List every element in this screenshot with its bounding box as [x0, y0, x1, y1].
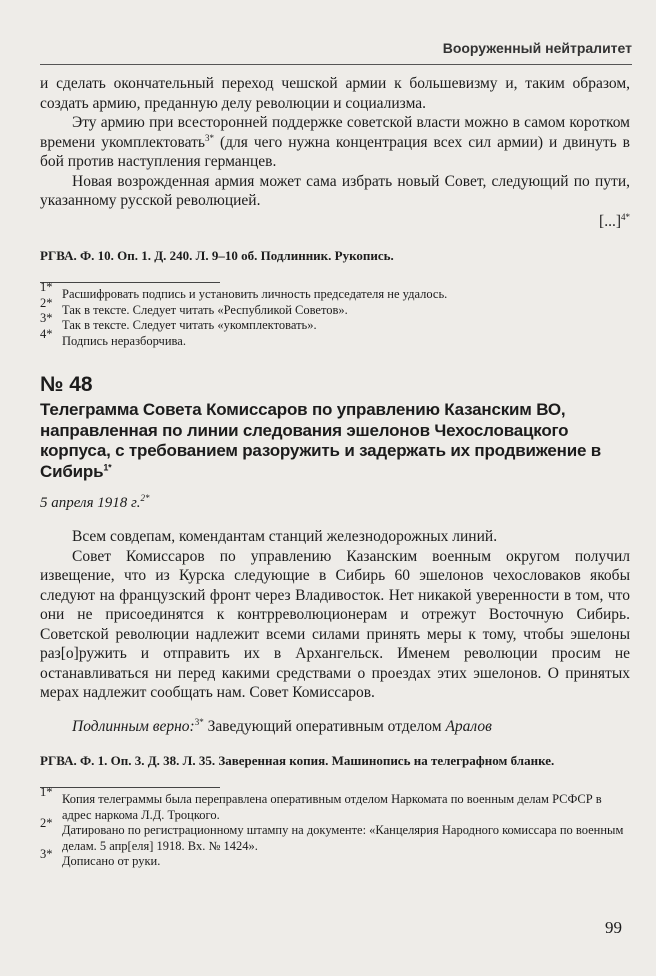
- footnote-text: Так в тексте. Следует читать «Республикой Советов».: [62, 302, 348, 317]
- footnote: 3* Так в тексте. Следует читать «укомплектовать».: [40, 311, 317, 332]
- verified-text: Заведующий оперативным отделом: [203, 717, 446, 735]
- document-title-text: Телеграмма Совета Комиссаров по управлению Казанским ВО, направленная по линии следования эшелонов Чехословацкого корпуса, с требованием разоружить и задержать их продвижение в Сибирь: [40, 400, 601, 481]
- footnotes-2: [40, 785, 630, 870]
- footnote: 1* Копия телеграммы была переправлена оперативным отделом Наркомата по военным делам РСФСР в адрес наркома Л.Д. Троцкого.: [40, 785, 602, 822]
- footnote: 2* Датировано по регистрационному штампу на документе: «Канцелярия Народного комиссара по военным делам. 5 апр[еля] 1918. Вх. № 1424».: [40, 816, 624, 853]
- footnote: 1* Расшифровать подпись и установить личность председателя не удалось.: [40, 280, 448, 301]
- archive-source-1: РГВА. Ф. 10. Оп. 1. Д. 240. Л. 9–10 об. Подлинник. Рукопись.: [40, 248, 394, 263]
- footnote-text: Дописано от руки.: [62, 854, 161, 868]
- running-head: [40, 38, 632, 65]
- footnote-ref: 4*: [621, 211, 630, 222]
- footnote-ref: 1*: [103, 461, 112, 472]
- continuation-paragraph-1: и сделать окончательный переход чешской армии к большевизму и, таким образом, создать армию, преданную делу революции и социализма.: [40, 75, 630, 112]
- continuation-paragraph-2: [40, 113, 630, 172]
- archive-source-2: РГВА. Ф. 1. Оп. 3. Д. 38. Л. 35. Заверенная копия. Машинопись на телеграфном бланке.: [40, 753, 555, 768]
- document-date: [40, 494, 630, 513]
- footnote-text: Так в тексте. Следует читать «укомплектовать».: [62, 318, 317, 332]
- footnote: 2* Так в тексте. Следует читать «Республикой Советов».: [40, 295, 348, 317]
- footnote-ref: 3*: [194, 716, 204, 727]
- paragraph-2-text-a: Эту армию при всесторонней поддержке советской власти можно в самом коротком времени укомплектовать: [40, 114, 630, 151]
- footnote-text: Подпись неразборчива.: [62, 333, 186, 348]
- document-body: Совет Комиссаров по управлению Казанским военным округом получил извещение, что из Курска следующие в Сибирь 60 эшелонов чехословаков якобы следуют на французский фронт через Владивосток. Нет никакой уверенности в том, что они не присоединятся к контрреволюционерам и отрежут Восточную Сибирь. Советской революции надлежит всеми силами принять меры к тому, чтобы эшелоны раз[о]ружить и отправить их в Архангельск. Именем революции просим не останавливаться ни перед какими средствами о проездах этих эшелонов. О принятых мерах надлежит сообщать нам. Совет Комиссаров.: [40, 547, 630, 701]
- paragraph-2-text-b: (для чего нужна концентрация всех сил армии) и двинуть в бой против наступления германцев.: [40, 133, 630, 170]
- verified-name: Аралов: [445, 717, 492, 735]
- document-address: Всем совдепам, комендантам станций железнодорожных линий.: [72, 528, 498, 545]
- signature-line: [40, 212, 630, 232]
- continuation-paragraph-3: Новая возрожденная армия может сама избрать новый Совет, следующий по пути, указанному русской революцией.: [40, 172, 630, 209]
- footnote-text: Расшифровать подпись и установить личность председателя не удалось.: [62, 287, 448, 301]
- document-date-text: 5 апреля 1918 г.: [40, 495, 141, 511]
- footnote-ref: 2*: [140, 493, 150, 503]
- verified-label: Подлинным верно:: [72, 717, 195, 735]
- footnotes-1: [40, 280, 630, 349]
- document-number: № 48: [40, 373, 93, 396]
- footnote-ref: 3*: [204, 132, 214, 143]
- page-content: [40, 74, 630, 870]
- footnote-divider: [40, 787, 220, 788]
- page-number: 99: [605, 918, 622, 937]
- footnote-text: Датировано по регистрационному штампу на документе: «Канцелярия Народного комиссара по военным делам. 5 апр[еля] 1918. Вх. № 1424».: [62, 823, 624, 853]
- footnote: 4* Подпись неразборчива.: [40, 326, 186, 348]
- running-head-title: Вооруженный нейтралитет: [442, 40, 632, 56]
- footnote-divider: [40, 282, 220, 283]
- document-title: [40, 400, 630, 482]
- footnote-text: Копия телеграммы была переправлена оперативным отделом Наркомата по военным делам РСФСР в адрес наркома Л.Д. Троцкого.: [62, 792, 602, 822]
- verified-line: [40, 717, 630, 737]
- footnote: 3* Дописано от руки.: [40, 847, 161, 868]
- signature-text: [...]: [599, 212, 621, 230]
